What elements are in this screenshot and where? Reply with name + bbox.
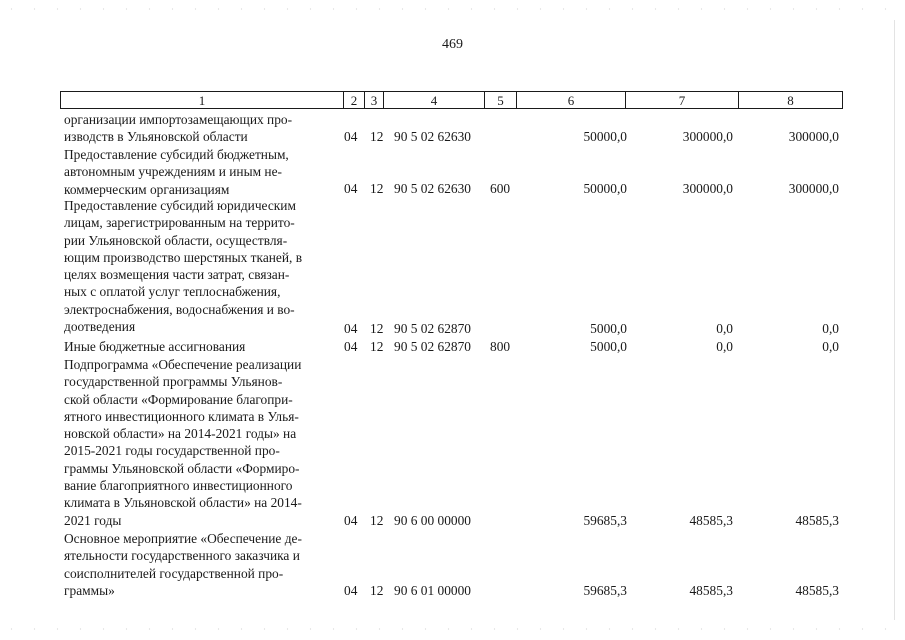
- row-amount-7: 300000,0: [682, 129, 733, 144]
- header-col-1: 1: [61, 92, 344, 109]
- row-amount-7: 300000,0: [682, 181, 733, 196]
- row-subsection: 12: [370, 513, 384, 528]
- row-target-code: 90 5 02 62870: [394, 339, 471, 354]
- row-description: Подпрограмма «Обеспечение реализации государственной программы Ульянов- ской области «Формирование благопри- ятного инвестиционного климата в Улья- новской области» на 2014-2021 годы» на 2015-2021 годы государственной про- граммы Ульяновской области «Формиро- вание благоприятного инвестиционного климата в Ульяновской области» на 2014- 2021 годы: [64, 357, 302, 528]
- row-section: 04: [344, 181, 358, 196]
- row-expense-type: 800: [490, 339, 511, 354]
- row-amount-6: 5000,0: [590, 339, 627, 354]
- scan-artifact-bottom: [0, 628, 905, 630]
- row-section: 04: [344, 129, 358, 144]
- row-description: Иные бюджетные ассигнования: [64, 339, 246, 354]
- row-amount-8: 0,0: [822, 321, 839, 336]
- row-amount-8: 48585,3: [795, 583, 839, 598]
- row-amount-8: 48585,3: [795, 513, 839, 528]
- row-amount-6: 5000,0: [590, 321, 627, 336]
- row-amount-6: 50000,0: [583, 181, 627, 196]
- header-col-4: 4: [384, 92, 485, 109]
- header-col-3: 3: [365, 92, 384, 109]
- scan-artifact-top: [0, 8, 905, 10]
- row-amount-6: 59685,3: [583, 513, 627, 528]
- page-number: 469: [442, 37, 463, 52]
- header-col-7: 7: [626, 92, 739, 109]
- row-description: организации импортозамещающих про- изводств в Ульяновской области: [64, 112, 293, 145]
- row-target-code: 90 6 00 00000: [394, 513, 471, 528]
- row-subsection: 12: [370, 129, 384, 144]
- row-subsection: 12: [370, 321, 384, 336]
- header-col-8: 8: [787, 93, 794, 108]
- row-amount-7: 0,0: [716, 321, 733, 336]
- row-amount-7: 0,0: [716, 339, 733, 354]
- row-expense-type: 600: [490, 181, 511, 196]
- row-description: Предоставление субсидий бюджетным, автономным учреждениям и иным не- коммерческим организациям: [64, 147, 289, 197]
- row-amount-6: 50000,0: [583, 129, 627, 144]
- row-target-code: 90 5 02 62870: [394, 321, 471, 336]
- row-amount-8: 0,0: [822, 339, 839, 354]
- row-description: Предоставление субсидий юридическим лицам, зарегистрированным на террито- рии Ульяновской области, осуществля- ющим производство шерстяных тканей, в целях возмещения части затрат, связан- ных с оплатой услуг теплоснабжения, электроснабжения, водоснабжения и во- доотведения: [64, 198, 303, 335]
- row-section: 04: [344, 321, 358, 336]
- table-header: [60, 91, 843, 109]
- row-section: 04: [344, 339, 358, 354]
- row-section: 04: [344, 583, 358, 598]
- row-target-code: 90 6 01 00000: [394, 583, 471, 598]
- header-col-6: 6: [517, 92, 626, 109]
- row-description: Основное мероприятие «Обеспечение де- ятельности государственного заказчика и соисполнителей государственной про- граммы»: [64, 531, 302, 598]
- row-amount-7: 48585,3: [689, 583, 733, 598]
- header-col-5: 5: [485, 92, 517, 109]
- scan-artifact-edge: [894, 20, 895, 620]
- row-target-code: 90 5 02 62630: [394, 129, 471, 144]
- row-amount-6: 59685,3: [583, 583, 627, 598]
- row-subsection: 12: [370, 181, 384, 196]
- row-section: 04: [344, 513, 358, 528]
- header-col-2: 2: [344, 92, 365, 109]
- row-amount-8: 300000,0: [788, 181, 839, 196]
- row-target-code: 90 5 02 62630: [394, 181, 471, 196]
- row-subsection: 12: [370, 583, 384, 598]
- row-amount-7: 48585,3: [689, 513, 733, 528]
- row-amount-8: 300000,0: [788, 129, 839, 144]
- row-subsection: 12: [370, 339, 384, 354]
